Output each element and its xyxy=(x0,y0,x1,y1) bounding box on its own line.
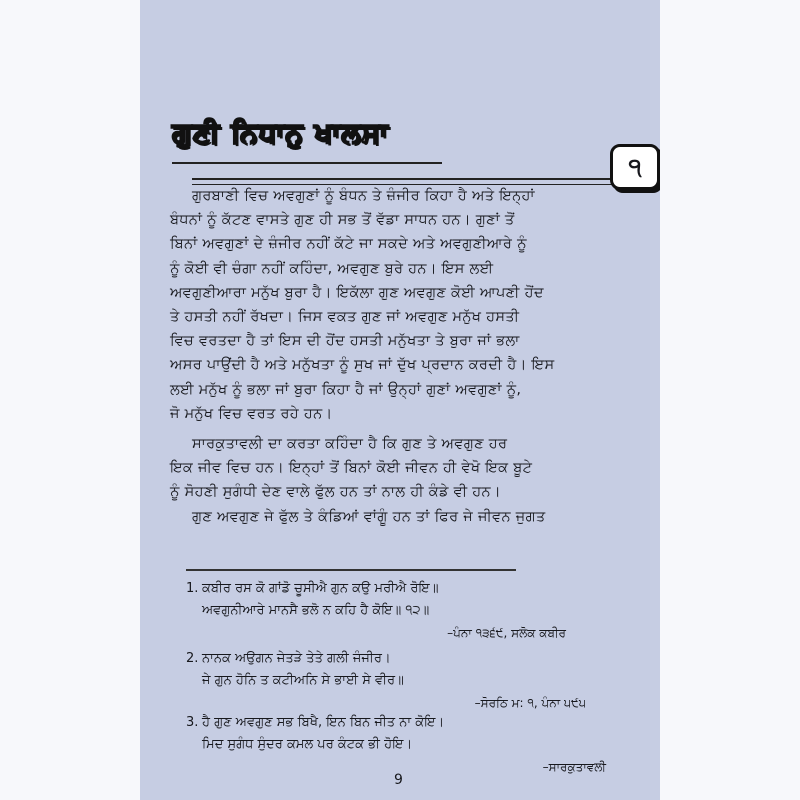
body-line: ਗੁਣ ਅਵਗੁਣ ਜੇ ਫੁੱਲ ਤੇ ਕੰਡਿਆਂ ਵਾਂਗੂੰ ਹਨ ਤਾਂ ਫਿਰ ਜੇ ਜੀਵਨ ਜੁਗਤ xyxy=(192,508,546,525)
body-text xyxy=(170,184,642,529)
footnote-verse-line: ਅਵਗੁਨੀਆਰੇ ਮਾਨਸੈ ਭਲੋ ਨ ਕਹਿ ਹੈ ਕੋਇ॥ ੧੨॥ xyxy=(202,603,430,618)
footnote-number: 3. xyxy=(186,715,199,730)
footnote-verse-line: ਜੇ ਗੁਨ ਹੋਨਿ ਤ ਕਟੀਅਨਿ ਸੇ ਭਾਈ ਸੇ ਵੀਰ॥ xyxy=(202,673,404,688)
footnote-2 xyxy=(186,648,586,714)
book-page xyxy=(140,0,660,800)
body-line: ਨੂੰ ਸੋਹਣੀ ਸੁਗੰਧੀ ਦੇਣ ਵਾਲੇ ਫੁੱਲ ਹਨ ਤਾਂ ਨਾਲ ਹੀ ਕੰਡੇ ਵੀ ਹਨ। xyxy=(170,484,501,501)
body-line: ਵਿਚ ਵਰਤਦਾ ਹੈ ਤਾਂ ਇਸ ਦੀ ਹੋਂਦ ਹਸਤੀ ਮਨੁੱਖਤਾ ਤੇ ਬੁਰਾ ਜਾਂ ਭਲਾ xyxy=(170,333,520,350)
footnote-number: 2. xyxy=(186,651,199,666)
title-rule-long xyxy=(192,178,612,180)
footnote-verse-line: ਹੈ ਗੁਣ ਅਵਗੁਣ ਸਭ ਬਿਖੈ, ਇਨ ਬਿਨ ਜੀਤ ਨਾ ਕੋਇ। xyxy=(202,715,445,730)
footnote-verse-line: ਨਾਨਕ ਅਉਗਨ ਜੇਤੜੇ ਤੇਤੇ ਗਲੀ ਜੰਜੀਰ। xyxy=(202,651,391,666)
body-line: ਸਾਰਕੁਤਾਵਲੀ ਦਾ ਕਰਤਾ ਕਹਿੰਦਾ ਹੈ ਕਿ ਗੁਣ ਤੇ ਅਵਗੁਣ ਹਰ xyxy=(192,436,508,453)
body-line: ਲਈ ਮਨੁੱਖ ਨੂੰ ਭਲਾ ਜਾਂ ਬੁਰਾ ਕਿਹਾ ਹੈ ਜਾਂ ਉਨ੍ਹਾਂ ਗੁਣਾਂ ਅਵਗੁਣਾਂ ਨੂੰ, xyxy=(170,381,522,398)
chapter-header xyxy=(172,112,652,192)
footnote-source: –ਸੋਰਠਿ ਮ: ੧, ਪੰਨਾ ੫੯੫ xyxy=(474,696,586,710)
body-line: ਅਸਰ ਪਾਉਂਦੀ ਹੈ ਅਤੇ ਮਨੁੱਖਤਾ ਨੂੰ ਸੁਖ ਜਾਂ ਦੁੱਖ ਪ੍ਰਦਾਨ ਕਰਦੀ ਹੈ। ਇਸ xyxy=(170,357,555,374)
body-line: ਬੰਧਨਾਂ ਨੂੰ ਕੱਟਣ ਵਾਸਤੇ ਗੁਣ ਹੀ ਸਭ ਤੋਂ ਵੱਡਾ ਸਾਧਨ ਹਨ। ਗੁਣਾਂ ਤੋਂ xyxy=(170,212,515,229)
page-number: 9 xyxy=(394,772,403,788)
footnote-source: –ਸਾਰਕੁਤਾਵਲੀ xyxy=(542,760,606,774)
footnote-verse-line: ਮਿਦ ਸੁਗੰਧ ਸੁੰਦਰ ਕਮਲ ਪਰ ਕੰਟਕ ਭੀ ਹੋਇ। xyxy=(202,737,413,752)
footnote-1 xyxy=(186,578,566,644)
footnote-source: –ਪੰਨਾ ੧੩੬੯, ਸਲੋਕ ਕਬੀਰ xyxy=(447,626,566,640)
body-line: ਜੋ ਮਨੁੱਖ ਵਿਚ ਵਰਤ ਰਹੇ ਹਨ। xyxy=(170,405,333,422)
body-line: ਅਵਗੁਣੀਆਰਾ ਮਨੁੱਖ ਬੁਰਾ ਹੈ। ਇਕੱਲਾ ਗੁਣ ਅਵਗੁਣ ਕੋਈ ਆਪਣੀ ਹੋਂਦ xyxy=(170,284,544,301)
title-underline xyxy=(172,162,442,164)
body-line: ਤੇ ਹਸਤੀ ਨਹੀਂ ਰੱਖਦਾ। ਜਿਸ ਵਕਤ ਗੁਣ ਜਾਂ ਅਵਗੁਣ ਮਨੁੱਖ ਹਸਤੀ xyxy=(170,309,520,326)
chapter-title: ਗੁਣੀ ਨਿਧਾਨੁ ਖਾਲਸਾ xyxy=(172,116,389,149)
body-line: ਇਕ ਜੀਵ ਵਿਚ ਹਨ। ਇਨ੍ਹਾਂ ਤੋਂ ਬਿਨਾਂ ਕੋਈ ਜੀਵਨ ਹੀ ਵੇਖੋ ਇਕ ਬੂਟੇ xyxy=(170,460,533,477)
body-line: ਨੂੰ ਕੋਈ ਵੀ ਚੰਗਾ ਨਹੀਂ ਕਹਿੰਦਾ, ਅਵਗੁਣ ਬੁਰੇ ਹਨ। ਇਸ ਲਈ xyxy=(170,260,494,277)
footnote-verse-line: ਕਬੀਰ ਰਸ ਕੋ ਗਾਂਡੋ ਚੂਸੀਐ ਗੁਨ ਕਉ ਮਰੀਐ ਰੋਇ॥ xyxy=(202,581,439,596)
body-line: ਬਿਨਾਂ ਅਵਗੁਣਾਂ ਦੇ ਜ਼ੰਜੀਰ ਨਹੀਂ ਕੱਟੇ ਜਾ ਸਕਦੇ ਅਤੇ ਅਵਗੁਣੀਆਰੇ ਨੂੰ xyxy=(170,236,527,253)
body-line: ਗੁਰਬਾਣੀ ਵਿਚ ਅਵਗੁਣਾਂ ਨੂੰ ਬੰਧਨ ਤੇ ਜ਼ੰਜੀਰ ਕਿਹਾ ਹੈ ਅਤੇ ਇਨ੍ਹਾਂ xyxy=(192,188,535,204)
footnote-number: 1. xyxy=(186,581,199,596)
footnote-divider xyxy=(186,569,516,571)
footnote-3 xyxy=(186,712,606,778)
chapter-number-badge: ੧ xyxy=(610,144,660,190)
